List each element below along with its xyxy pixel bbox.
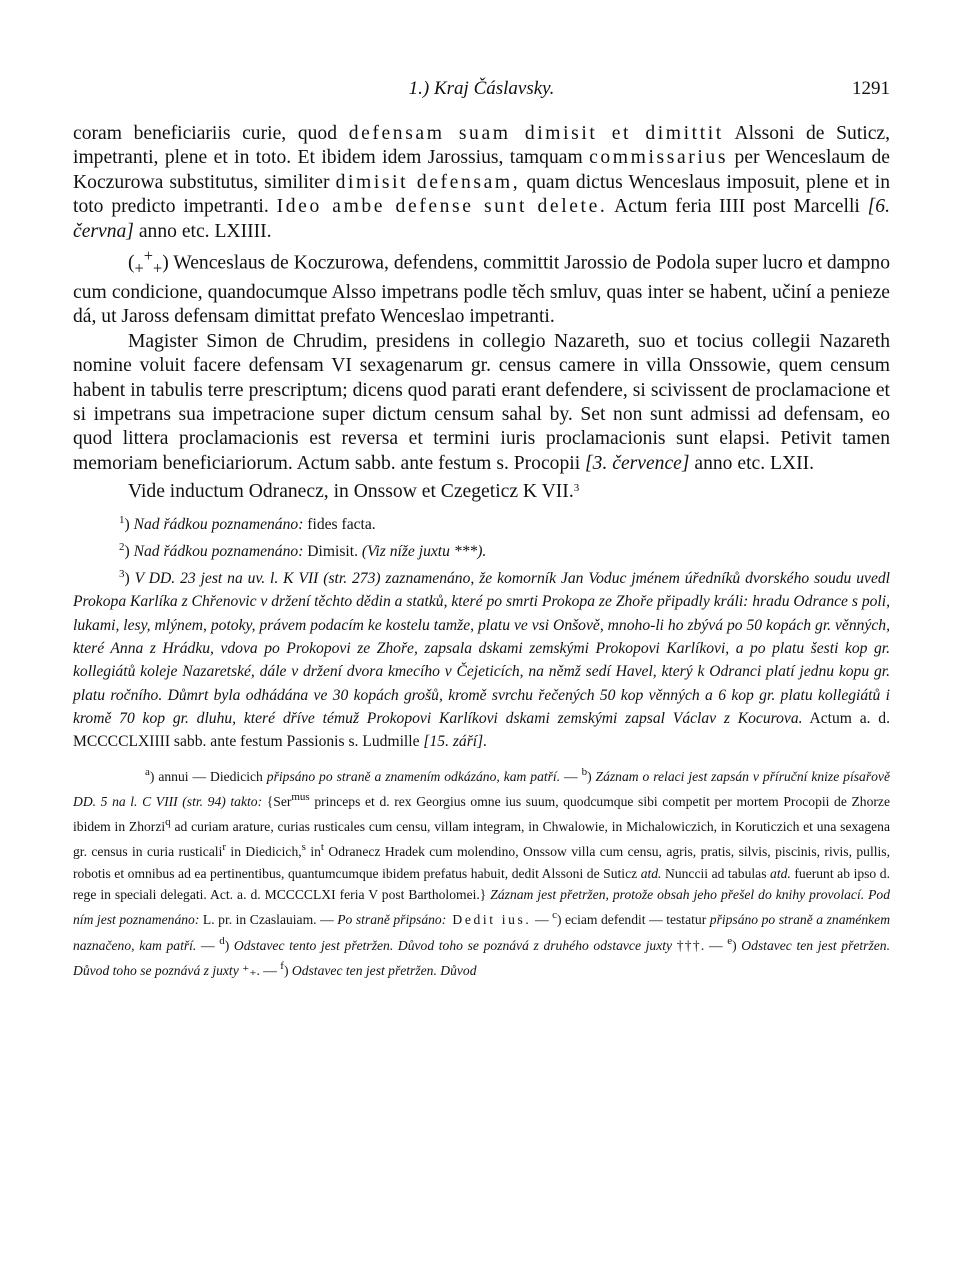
spaced-text: Ideo ambe defense sunt delete. <box>276 196 608 218</box>
text-run: Dimisit. <box>303 542 362 560</box>
running-title: 1.) Kraj Čáslavsky. <box>408 78 555 99</box>
text-run: ) annui — Diedicich <box>149 768 267 784</box>
cross-mark: + <box>143 246 153 266</box>
footnote-marker: s <box>301 841 306 854</box>
footnote-marker: f <box>280 959 284 972</box>
superscript-text: mus <box>291 790 310 803</box>
text-run: ) <box>283 962 292 978</box>
paragraph-2 <box>73 244 890 330</box>
spaced-text: commissarius <box>589 147 729 169</box>
text-run: quam dictus Wenceslaus imposuit, plene et in toto predicto impetranti. <box>73 171 890 218</box>
text-run: in <box>305 844 321 860</box>
page-number: 1291 <box>852 78 890 99</box>
document-page <box>73 78 890 981</box>
text-run: fuerunt ab ipso d. rege in speciali delegati. Act. a. d. MCCCCLXI feria V post Bartholomei.} <box>73 865 890 902</box>
note-reference: 3 <box>573 482 580 495</box>
italic-text: Odstavec tento jest přetržen. Důvod toho se poznává z druhého odstavce juxty <box>233 937 673 953</box>
italic-text: Záznam o relaci jest zapsán v příruční knize písařově DD. 5 na l. C VIII (str. 94) takto: <box>73 768 890 809</box>
italic-text: připsáno po straně a znaménkem naznačeno, kam patří. <box>73 912 891 953</box>
text-run: ad curiam arature, curias rusticales cum censu, villam integram, in Chwalowie, in Michalowiczich, in Koruticzich et una sexagena gr. census in curia rusticali <box>73 819 890 860</box>
footnote-marker: e <box>727 934 733 947</box>
italic-text: V DD. 23 jest na uv. l. K VII (str. 273) zaznamenáno, že komorník Jan Voduc jménem úředníků dvorského soudu uvedl Prokopa Karlíka z Chřenovic v držení těchto dědin a statků, které po smrti Prokopa ze Zhoře připadly králi: hradu Odrance s poli, lukami, lesy, mlýnem, potoky, právem podacím ke kostelu tamže, platu ve vsi Onšově, mnoho-li ho zbývá po 50 kopách gr. věnných, které Anna z Hrádku, vdova po Prokopovi ze Zhoře, zapsala dskami zemskými Prokopovi Karlíkovi, a po platu šesti kop gr. kollegiátů koleje Nazaretské, dále v držení dvora kmecího v Čejeticích, na němž sedí Havel, který k Odranci platí jednu kopu gr. platu ročního. Důmrt byla odhádána ve 30 kopách grošů, kromě svrchu řečených 50 kop věnných a 6 kop gr. platu kollegiátů i kromě 70 kop gr. dluhu, které dříve témuž Prokopovi Karlíkovi dskami zemskými zapsal Václav z Kocurova. <box>73 570 891 727</box>
italic-text: Odstavec ten jest přetržen. Důvod <box>291 962 477 978</box>
text-run: ) <box>124 570 135 588</box>
text-run: Actum feria IIII post Marcelli <box>607 196 868 218</box>
apparatus-text <box>73 762 890 982</box>
cross-mark: + <box>152 258 163 278</box>
text-run: ) <box>587 768 596 784</box>
note-2 <box>73 536 890 563</box>
footnote-marker: a <box>145 765 150 778</box>
text-run: Alssoni de Suticz, impetranti, plene et in toto. Et ibidem idem Jarossius, tamquam <box>73 123 891 169</box>
footnote-marker: b <box>581 765 588 778</box>
note-marker: 2 <box>119 540 125 553</box>
italic-text: Nad řádkou poznamenáno: <box>133 542 304 560</box>
text-run: Nunccii ad tabulas <box>661 865 771 881</box>
text-run: ) <box>732 937 742 953</box>
paragraph-1 <box>73 122 890 244</box>
text-run: — <box>560 768 582 784</box>
date-gloss: [3. července] <box>585 452 690 474</box>
footnote-marker: d <box>219 934 225 947</box>
italic-text: atd. <box>770 865 791 881</box>
spaced-text: dimisit defensam, <box>335 171 521 193</box>
text-run: †††. — <box>672 937 728 953</box>
text-run: {Ser <box>262 793 292 809</box>
note-1 <box>73 509 890 536</box>
text-run: L. pr. in Czaslauiam. — <box>199 912 338 928</box>
footnote-marker: q <box>165 816 171 829</box>
text-run: ) eciam defendit — testatur <box>556 912 710 928</box>
text-run: ) Wenceslaus de Koczurowa, defendens, committit Jarossio de Podola super lucro et dampno cum condicione, quandocumque Alsso impetrans podle těch smluv, quas inter se habent, učiní a penieze dá, ut Jaross defensam dimittat prefato Wenceslao impetranti. <box>73 252 890 328</box>
note-3 <box>73 563 890 753</box>
text-run: Actum a. d. MCCCCLXIIII sabb. ante festum Passionis s. Ludmille <box>73 709 890 751</box>
cross-mark: + <box>134 258 144 278</box>
editorial-notes <box>73 509 890 754</box>
footnote-marker: c <box>552 909 557 922</box>
footnote-marker: t <box>320 841 324 854</box>
spaced-text: defensam suam dimisit et dimittit <box>348 123 724 144</box>
footnote-marker: r <box>222 841 227 854</box>
italic-text: atd. <box>640 865 662 881</box>
text-run: per Wenceslaum de Koczurowa substitutus, similiter <box>73 147 891 193</box>
italic-text: Záznam jest přetržen, protože obsah jeho přešel do knihy provolací. Pod ním jest poznamenáno: <box>73 886 890 928</box>
date-gloss: [15. září]. <box>423 733 488 751</box>
italic-text: Po straně připsáno: <box>337 912 447 928</box>
main-text <box>73 122 890 505</box>
paragraph-4 <box>73 476 890 504</box>
italic-text: Nad řádkou poznamenáno: <box>133 515 304 533</box>
text-run: anno etc. LXII. <box>689 452 815 474</box>
text-run: ) <box>124 515 134 533</box>
paragraph-3 <box>73 330 890 476</box>
text-run: Vide inductum Odranecz, in Onssow et Czegeticz K VII. <box>128 481 574 503</box>
text-run: Odranecz Hradek cum molendino, Onssow villa cum censu, agris, pratis, silvis, piscinis, rivis, pullis, robotis et omnibus ad ea pertinentibus, quantumcumque ibidem prefatus habuit, dedit Alssoni de Suticz <box>73 844 890 881</box>
italic-text: připsáno po straně a znamením odkázáno, kam patří. <box>266 768 561 784</box>
date-gloss: [6. června] <box>73 196 890 242</box>
text-run: ) <box>224 937 234 953</box>
note-marker: 3 <box>119 568 125 581</box>
text-run: Magister Simon de Chrudim, presidens in collegio Nazareth, suo et tocius collegii Nazareth nomine voluit facere defensam VI sexagenarum gr. census camere in villa Onssowie, quem censum habent in tabulis terre prescriptum; dicens quod parati erant defendere, si scivissent de proclamacione et si impetrans sua impetracione super dictum censum sahal by. Set non sunt admissi ad defensam, eo quod littera proclamacionis est reversa et termini iuris proclamacionis sunt elapsi. Petivit tamen memoriam beneficiariorum. Actum sabb. ante festum s. Procopii <box>73 330 890 474</box>
spaced-text: Dedit ius. <box>446 912 532 928</box>
text-run: — <box>531 912 553 928</box>
text-run: in Diedicich, <box>226 844 302 860</box>
text-run: ⁺₊. — <box>238 962 281 978</box>
text-run: — <box>196 937 220 953</box>
text-run: princeps et d. rex Georgius omne ius suum, quodcumque sibi competit per mortem Procopii de Zhorze ibidem in Zhorzi <box>73 793 890 835</box>
running-head <box>73 78 890 108</box>
text-run: coram beneficiariis curie, quod <box>73 123 349 144</box>
text-run: fides facta. <box>303 515 376 533</box>
text-run: anno etc. LXIIII. <box>133 220 272 242</box>
critical-apparatus <box>73 762 890 982</box>
text-run: ) <box>124 542 134 560</box>
italic-text: Odstavec ten jest přetržen. Důvod toho se poznává z juxty <box>73 937 890 978</box>
text-run: ( <box>128 252 135 274</box>
italic-text: (Viz níže juxtu ***). <box>361 542 487 560</box>
note-marker: 1 <box>119 513 125 526</box>
